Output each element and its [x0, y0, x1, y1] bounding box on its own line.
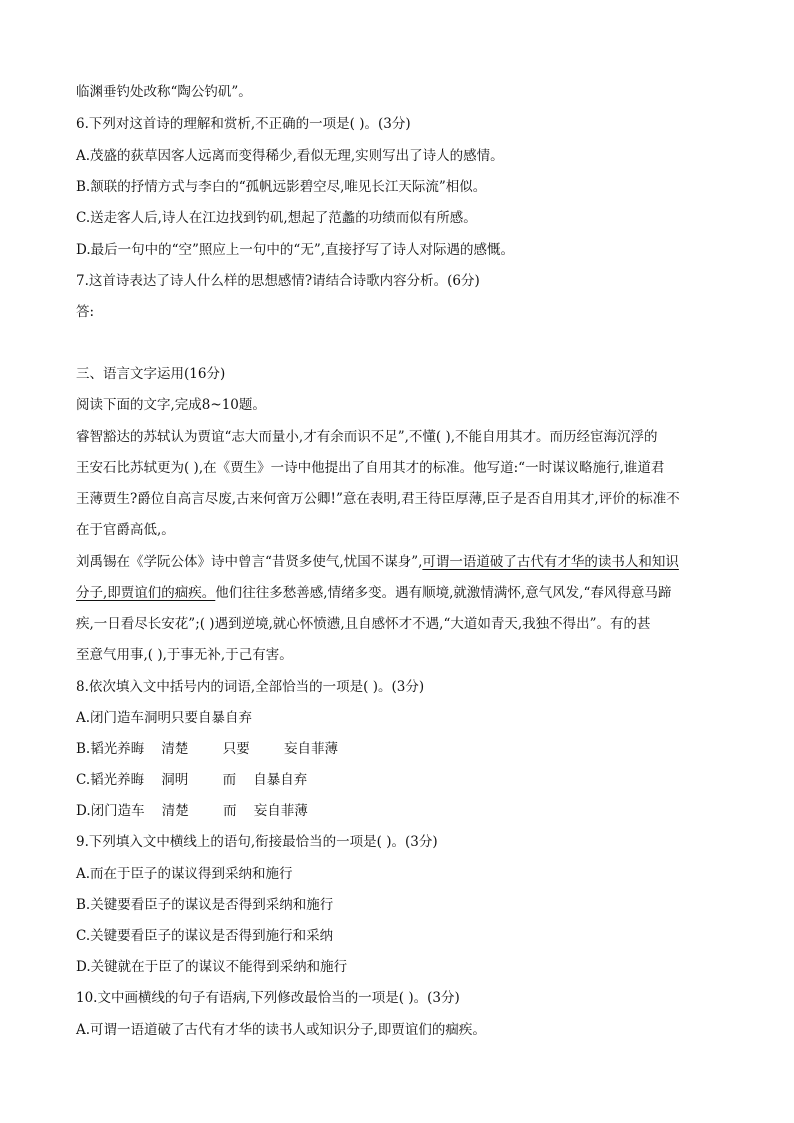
passage-p2-line-4: 至意气用事,( ),于事无补,于己有害。 — [76, 647, 293, 663]
underlined-sentence-part-1: 可谓一语道破了古代有才华的读书人和知识 — [422, 554, 679, 570]
question-9-option-c: C.关键要看臣子的谋议是否得到施行和采纳 — [76, 928, 334, 944]
question-6-option-a: A.茂盛的荻草因客人远离而变得稀少,看似无理,实则写出了诗人的感情。 — [76, 148, 504, 164]
question-10-stem: 10.文中画横线的句子有语病,下列修改最恰当的一项是( )。(3分) — [76, 990, 460, 1006]
poem-note-line: 临渊垂钓处改称“陶公钓矶”。 — [76, 84, 252, 100]
section-3-instruction: 阅读下面的文字,完成8~10题。 — [76, 397, 266, 413]
passage-p1-line-3: 王薄贾生?爵位自高言尽废,古来何啻万公卿!”意在表明,君王待臣厚薄,臣子是否自用其才,评价的标准不 — [76, 491, 680, 507]
question-7-stem: 7.这首诗表达了诗人什么样的思想感情?请结合诗歌内容分析。(6分) — [76, 273, 480, 289]
question-8-option-d: D.闭门造车 清楚 而 妄自菲薄 — [76, 803, 308, 819]
question-7-answer-label: 答: — [76, 304, 95, 320]
passage-p1-line-4: 在于官爵高低,。 — [76, 522, 175, 538]
question-6-option-b: B.颔联的抒情方式与李白的“孤帆远影碧空尽,唯见长江天际流”相似。 — [76, 179, 487, 195]
question-8-option-a: A.闭门造车洞明只要自暴自弃 — [76, 710, 253, 726]
question-6-option-d: D.最后一句中的“空”照应上一句中的“无”,直接抒写了诗人对际遇的感慨。 — [76, 242, 515, 258]
underlined-sentence-part-2: 分子,即贾谊们的痼疾。 — [76, 585, 216, 601]
passage-p2-line-3: 疾,一日看尽长安花”;( )遇到逆境,就心怀愤懑,且自感怀才不遇,“大道如青天,我独不得出”。有的甚 — [76, 616, 651, 632]
section-3-title: 三、语言文字运用(16分) — [76, 366, 226, 382]
question-9-stem: 9.下列填入文中横线上的语句,衔接最恰当的一项是( )。(3分) — [76, 834, 438, 850]
passage-p1-line-1: 睿智豁达的苏轼认为贾谊“志大而量小,才有余而识不足”,不懂( ),不能自用其才。而历经宦海沉浮的 — [76, 429, 658, 445]
question-9-option-a: A.而在于臣子的谋议得到采纳和施行 — [76, 866, 293, 882]
question-9-option-d: D.关键就在于臣了的谋议不能得到采纳和施行 — [76, 959, 348, 975]
question-6-option-c: C.送走客人后,诗人在江边找到钓矶,想起了范蠡的功绩而似有所感。 — [76, 210, 477, 226]
passage-p2-line-2-text: 他们往往多愁善感,情绪多变。遇有顺境,就激情满怀,意气风发,“春风得意马蹄 — [215, 585, 672, 601]
passage-p1-line-2: 王安石比苏轼更为( ),在《贾生》一诗中他提出了自用其才的标准。他写道:“一时谋议略施行,谁道君 — [76, 460, 665, 476]
question-8-option-b: B.韬光养晦 清楚 只要 妄自菲薄 — [76, 741, 339, 757]
question-9-option-b: B.关键要看臣子的谋议是否得到采纳和施行 — [76, 897, 334, 913]
question-8-option-c: C.韬光养晦 洞明 而 自暴自弃 — [76, 772, 308, 788]
question-10-option-a: A.可谓一语道破了古代有才华的读书人或知识分子,即贾谊们的痼疾。 — [76, 1022, 486, 1038]
passage-p2-line-1 — [76, 552, 726, 572]
question-8-stem: 8.依次填入文中括号内的词语,全部恰当的一项是( )。(3分) — [76, 679, 425, 695]
question-6-stem: 6.下列对这首诗的理解和赏析,不正确的一项是( )。(3分) — [76, 116, 411, 132]
passage-p2-line-2 — [76, 583, 726, 603]
passage-p2-line-1-text: 刘禹锡在《学阮公体》诗中曾言“昔贤多使气,忧国不谋身”, — [76, 554, 423, 570]
